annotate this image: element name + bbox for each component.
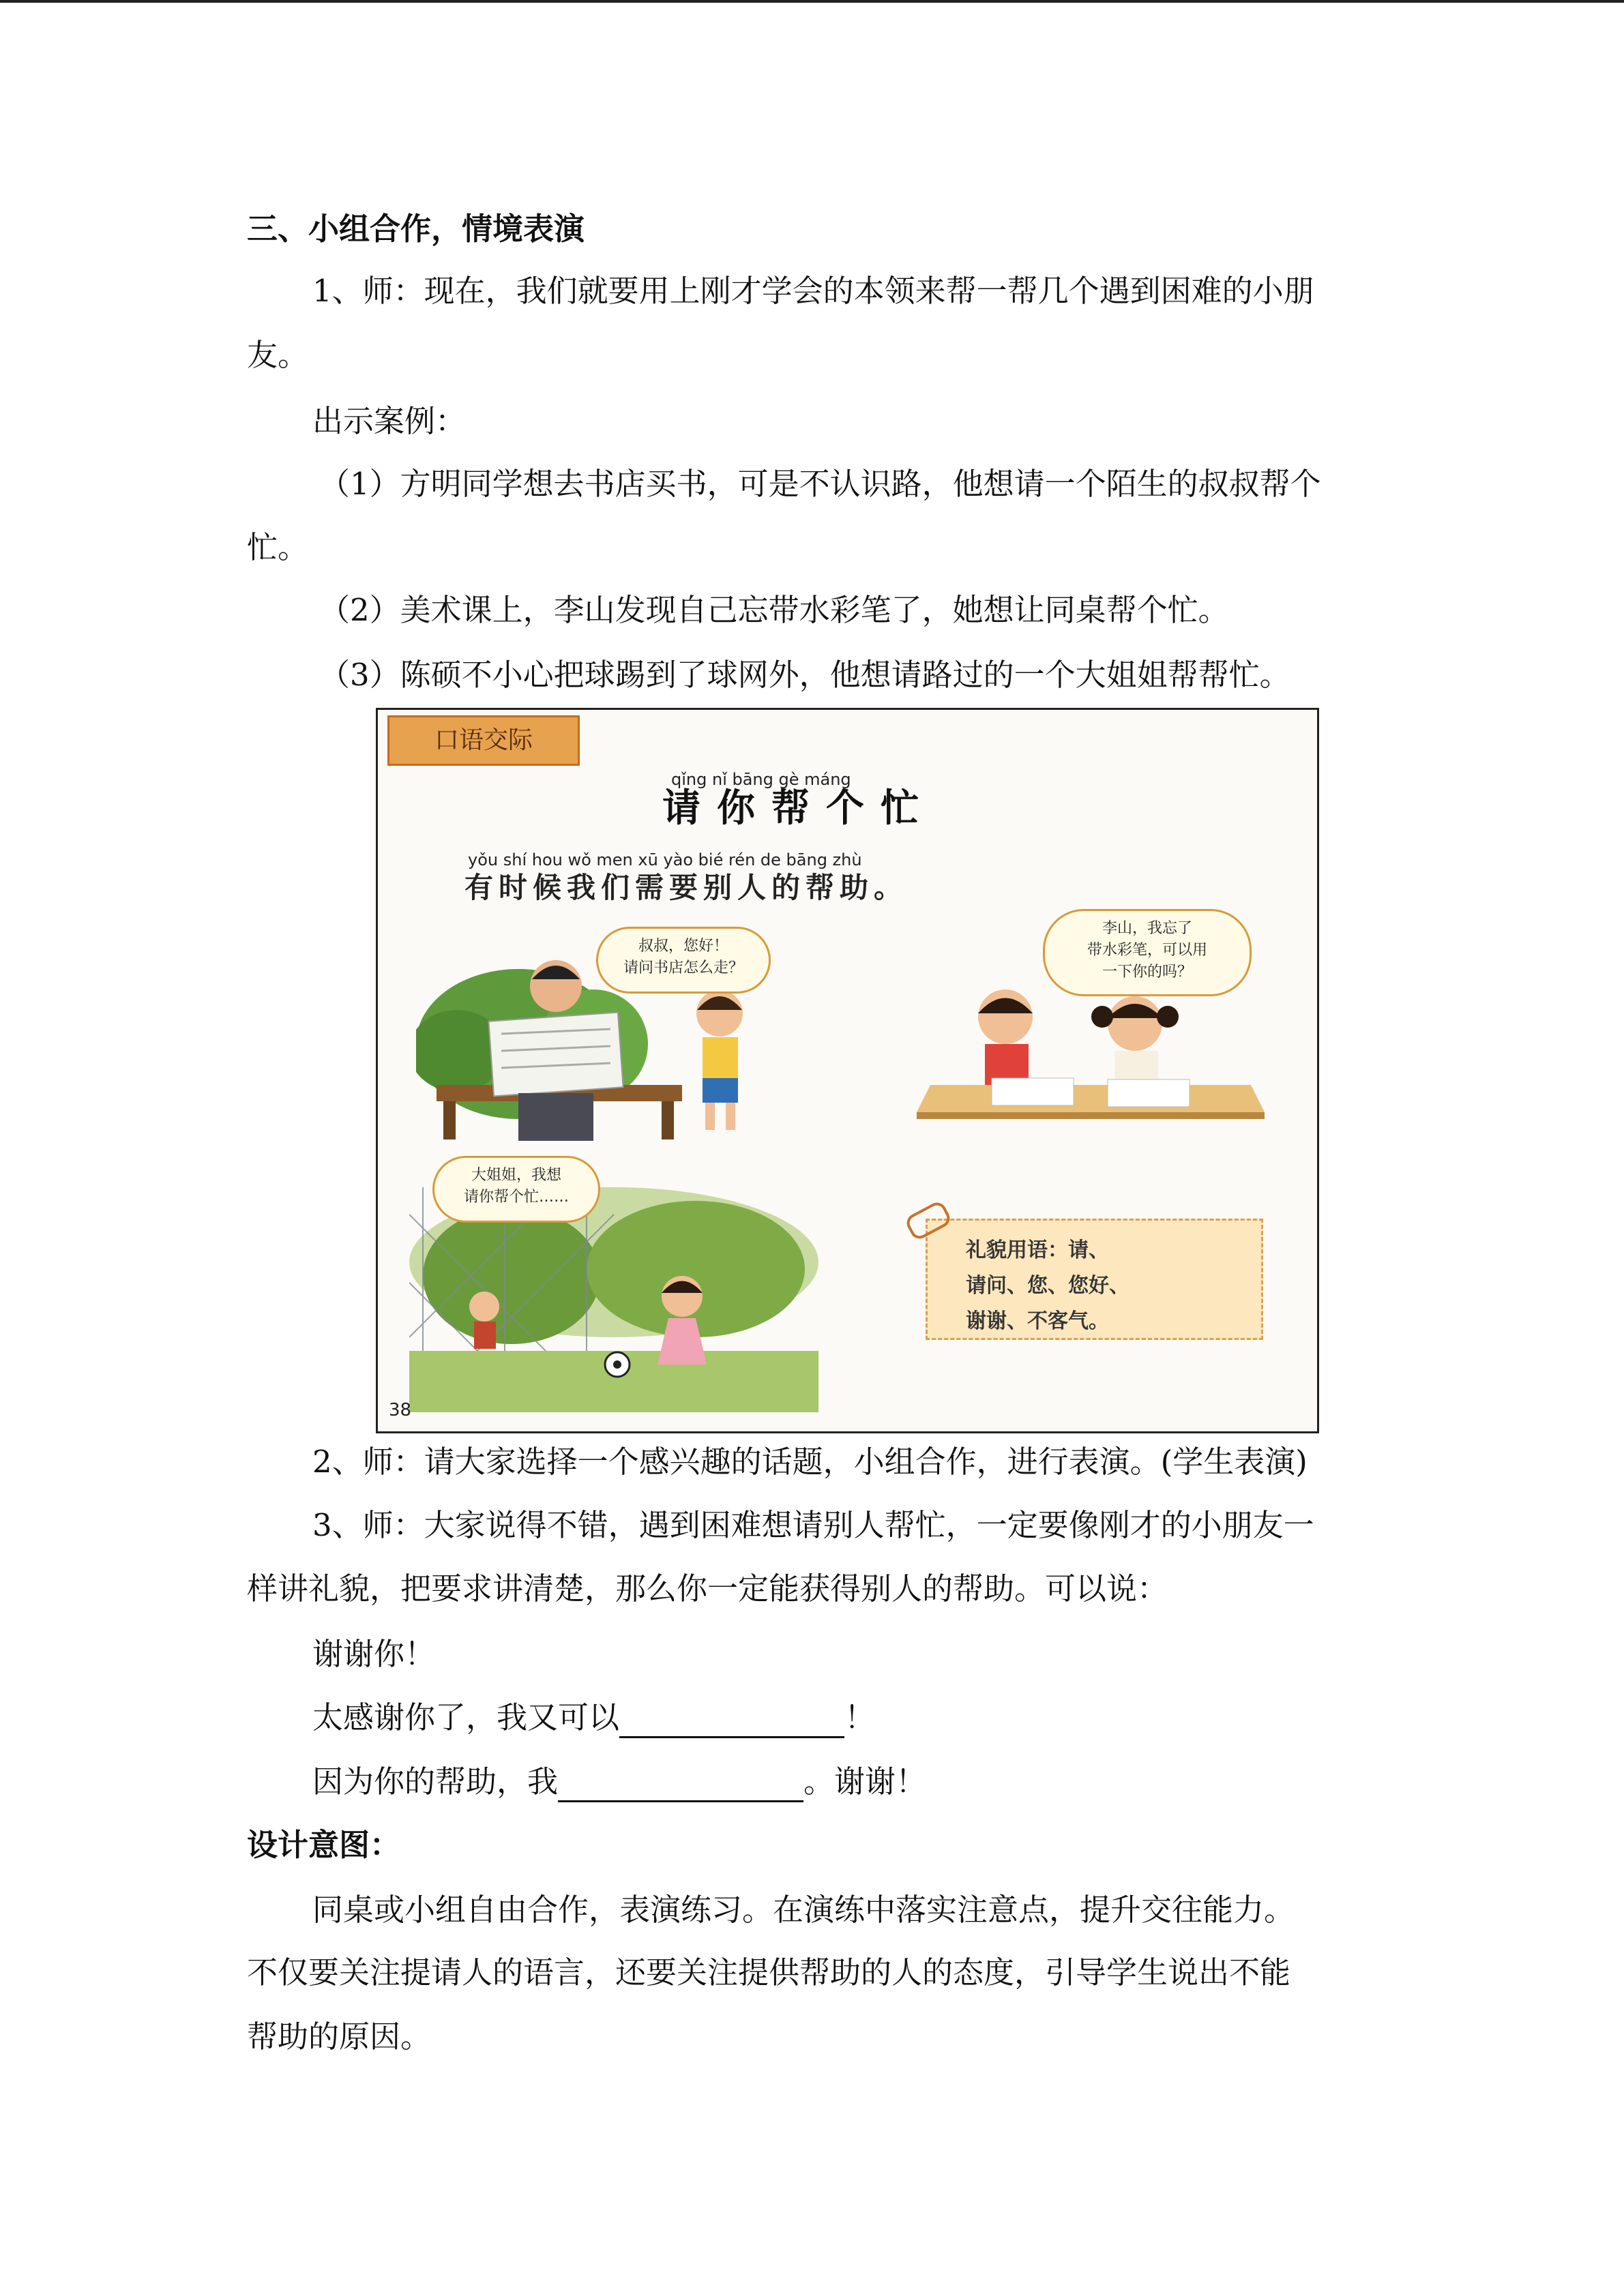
bubble3-line2: 请你帮个忙…… <box>463 1189 569 1206</box>
note-line2: 请问、您、您好、 <box>966 1274 1130 1298</box>
fill-blank-1 <box>619 1705 844 1738</box>
step3-line2: 样讲礼貌，把要求讲清楚，那么你一定能获得别人的帮助。可以说： <box>247 1570 1168 1607</box>
phrase-2-end: ！ <box>844 1699 876 1735</box>
bubble3-line1: 大姐姐，我想 <box>471 1167 561 1184</box>
phrase-3-end: 。谢谢！ <box>803 1763 927 1800</box>
cases-intro: 出示案例： <box>312 403 467 439</box>
section-heading: 三、小组合作，情境表演 <box>247 211 585 247</box>
phrase-3 <box>312 1761 926 1802</box>
design-line1: 同桌或小组自由合作，表演练习。在演练中落实注意点，提升交往能力。 <box>312 1892 1295 1928</box>
textbook-page-number: 38 <box>389 1400 412 1420</box>
phrase-2 <box>312 1697 875 1738</box>
design-heading: 设计意图： <box>247 1827 401 1863</box>
note-line1: 礼貌用语：请、 <box>966 1238 1109 1262</box>
case-1-line1: （1）方明同学想去书店买书，可是不认识路，他想请一个陌生的叔叔帮个 <box>319 466 1321 502</box>
step2: 2、师：请大家选择一个感兴趣的话题，小组合作，进行表演。(学生表演) <box>312 1444 1308 1480</box>
bubble2-line3: 一下你的吗？ <box>1102 964 1192 981</box>
figure-sentence: 有时候我们需要别人的帮助。 <box>464 871 909 904</box>
note-line3: 谢谢、不客气。 <box>966 1309 1109 1333</box>
scene-desk-illustration <box>917 976 1285 1139</box>
speech-bubble-1 <box>596 927 771 994</box>
case-1-line2: 忙。 <box>247 529 309 565</box>
step3-line1: 3、师：大家说得不错，遇到困难想请别人帮忙，一定要像刚才的小朋友一 <box>312 1507 1314 1543</box>
speech-bubble-3 <box>432 1156 600 1223</box>
speech-bubble-2 <box>1043 909 1252 996</box>
design-line2: 不仅要关注提请人的语言，还要关注提供帮助的人的态度，引导学生说出不能 <box>247 1954 1291 1991</box>
page-top-border <box>0 0 1624 3</box>
title-pinyin: qǐng nǐ bāng gè máng <box>671 770 851 789</box>
figure-title: 请你帮个忙 <box>662 786 935 831</box>
polite-words-note <box>926 1219 1263 1340</box>
bubble2-line2: 带水彩笔，可以用 <box>1087 942 1207 959</box>
step1-line2: 友。 <box>247 337 309 373</box>
case-2: （2）美术课上，李山发现自己忘带水彩笔了，她想让同桌帮个忙。 <box>319 592 1229 628</box>
phrase-1: 谢谢你！ <box>312 1636 436 1672</box>
step1-line1: 1、师：现在，我们就要用上刚才学会的本领来帮一帮几个遇到困难的小朋 <box>312 273 1314 309</box>
sentence-pinyin: yǒu shí hou wǒ men xū yào bié rén de bāng zhù <box>468 850 862 869</box>
bubble1-line2: 请问书店怎么走？ <box>623 959 743 976</box>
bubble2-line1: 李山，我忘了 <box>1102 920 1192 937</box>
figure-tag: 口语交际 <box>387 715 580 766</box>
design-line3: 帮助的原因。 <box>247 2018 432 2055</box>
phrase-3-start: 因为你的帮助，我 <box>312 1763 559 1800</box>
bubble1-line1: 叔叔，您好！ <box>638 938 728 955</box>
textbook-illustration <box>376 708 1319 1433</box>
fill-blank-2 <box>558 1769 803 1802</box>
phrase-2-start: 太感谢你了，我又可以 <box>312 1699 620 1735</box>
case-3: （3）陈硕不小心把球踢到了球网外，他想请路过的一个大姐姐帮帮忙。 <box>319 657 1290 693</box>
